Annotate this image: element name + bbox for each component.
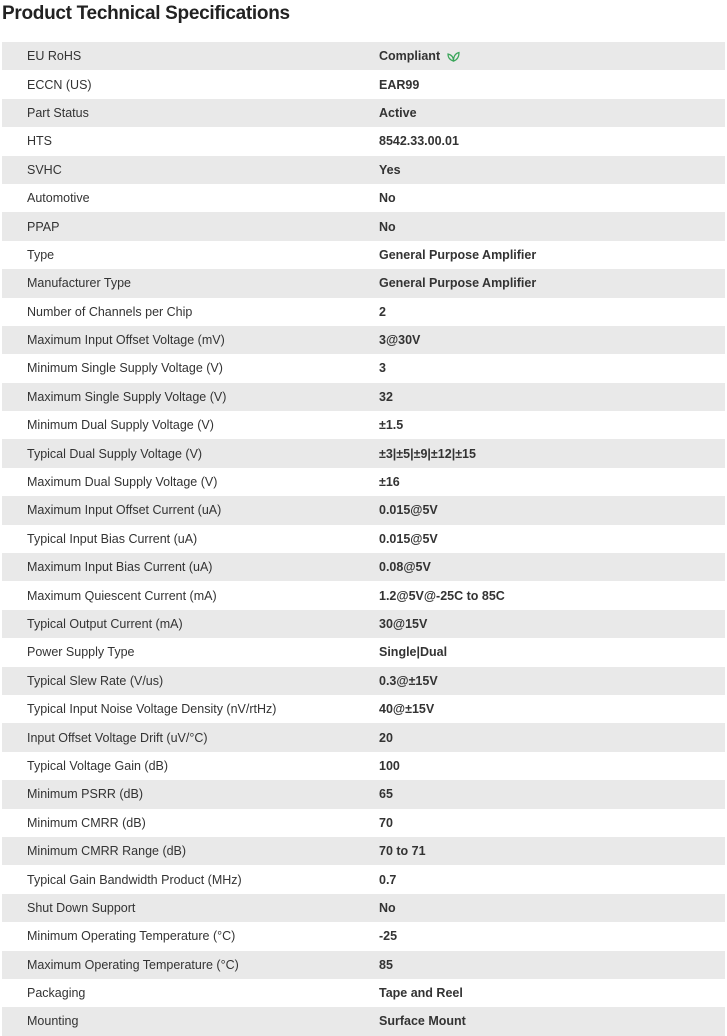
spec-value-text: 85 xyxy=(379,957,393,972)
spec-value-text: No xyxy=(379,900,396,915)
leaf-icon xyxy=(447,51,460,62)
spec-label: PPAP xyxy=(27,219,60,234)
spec-label: HTS xyxy=(27,134,52,149)
spec-value-text: Surface Mount xyxy=(379,1014,466,1029)
spec-row xyxy=(2,610,725,638)
spec-value xyxy=(379,305,386,319)
spec-value xyxy=(379,929,397,943)
spec-value-text: Yes xyxy=(379,162,401,177)
spec-value-text: 65 xyxy=(379,787,393,802)
spec-label: Maximum Quiescent Current (mA) xyxy=(27,588,217,603)
spec-value-text: Tape and Reel xyxy=(379,986,463,1001)
spec-row xyxy=(2,979,725,1007)
spec-row xyxy=(2,723,725,751)
spec-label: Minimum CMRR Range (dB) xyxy=(27,844,187,859)
spec-label: Maximum Input Offset Voltage (mV) xyxy=(27,333,225,348)
spec-value xyxy=(379,901,396,915)
spec-value-text: No xyxy=(379,191,396,206)
spec-value-text: 0.7 xyxy=(379,872,397,887)
spec-row xyxy=(2,809,725,837)
spec-value-text: Compliant xyxy=(379,49,441,64)
spec-label: SVHC xyxy=(27,162,62,177)
spec-row xyxy=(2,298,725,326)
spec-label: Typical Input Noise Voltage Density (nV/rtHz) xyxy=(27,702,277,717)
spec-value xyxy=(379,333,420,347)
spec-row xyxy=(2,70,725,98)
spec-row xyxy=(2,496,725,524)
spec-label: Typical Output Current (mA) xyxy=(27,617,183,631)
spec-value xyxy=(379,560,431,574)
spec-value xyxy=(379,49,460,63)
spec-value-text: 100 xyxy=(379,758,400,773)
page-title: Product Technical Specifications xyxy=(2,3,290,24)
spec-row xyxy=(2,525,725,553)
spec-value-text: 3@30V xyxy=(379,333,421,348)
spec-row xyxy=(2,667,725,695)
spec-value-text: 0.08@5V xyxy=(379,560,431,575)
spec-row xyxy=(2,212,725,240)
spec-row xyxy=(2,553,725,581)
spec-label: Maximum Single Supply Voltage (V) xyxy=(27,389,227,404)
spec-label: Minimum Operating Temperature (°C) xyxy=(27,929,236,944)
spec-value xyxy=(379,106,417,120)
spec-row xyxy=(2,780,725,808)
spec-value xyxy=(379,873,396,887)
spec-value xyxy=(379,731,393,745)
spec-label: Typical Voltage Gain (dB) xyxy=(27,758,169,773)
spec-row xyxy=(2,837,725,865)
spec-value xyxy=(379,447,476,461)
spec-row xyxy=(2,99,725,127)
spec-label: Mounting xyxy=(27,1014,79,1029)
spec-row xyxy=(2,752,725,780)
spec-value xyxy=(379,418,403,432)
spec-value-text: 20 xyxy=(379,730,393,745)
spec-value xyxy=(379,78,419,92)
spec-value-text: 2 xyxy=(379,304,386,319)
spec-value-text: EAR99 xyxy=(379,77,420,92)
spec-value-text: ±16 xyxy=(379,475,400,490)
spec-value-text: Single|Dual xyxy=(379,645,448,660)
spec-value xyxy=(379,674,438,688)
spec-row xyxy=(2,581,725,609)
spec-value-text: General Purpose Amplifier xyxy=(379,247,537,262)
spec-value xyxy=(379,1014,466,1028)
spec-row xyxy=(2,354,725,382)
spec-row xyxy=(2,383,725,411)
spec-row xyxy=(2,184,725,212)
spec-row xyxy=(2,411,725,439)
spec-value xyxy=(379,589,505,603)
spec-row xyxy=(2,241,725,269)
spec-value xyxy=(379,759,400,773)
spec-row xyxy=(2,439,725,467)
spec-value-text: 0.3@±15V xyxy=(379,673,438,688)
spec-value xyxy=(379,844,426,858)
spec-row xyxy=(2,42,725,70)
spec-label: Maximum Dual Supply Voltage (V) xyxy=(27,475,218,490)
spec-label: Minimum Dual Supply Voltage (V) xyxy=(27,418,214,433)
spec-label: Minimum PSRR (dB) xyxy=(27,787,143,802)
spec-row xyxy=(2,695,725,723)
spec-label: Manufacturer Type xyxy=(27,276,131,291)
spec-row xyxy=(2,951,725,979)
spec-value xyxy=(379,191,396,205)
spec-value xyxy=(379,134,459,148)
spec-label: Power Supply Type xyxy=(27,645,135,660)
spec-row xyxy=(2,638,725,666)
spec-value-text: -25 xyxy=(379,929,398,944)
spec-label: ECCN (US) xyxy=(27,77,92,92)
spec-value xyxy=(379,787,393,801)
spec-label: Type xyxy=(27,247,55,262)
spec-value xyxy=(379,958,393,972)
spec-value xyxy=(379,532,438,546)
spec-label: Minimum CMRR (dB) xyxy=(27,815,146,830)
spec-row xyxy=(2,127,725,155)
spec-value-text: 8542.33.00.01 xyxy=(379,134,459,149)
spec-value xyxy=(379,702,434,716)
spec-row xyxy=(2,326,725,354)
spec-label: Typical Gain Bandwidth Product (MHz) xyxy=(27,872,242,887)
spec-row xyxy=(2,269,725,297)
spec-value xyxy=(379,645,447,659)
spec-label: Maximum Input Offset Current (uA) xyxy=(27,503,222,518)
spec-value-text: 40@±15V xyxy=(379,702,435,717)
spec-value-text: 70 xyxy=(379,815,393,830)
spec-row xyxy=(2,865,725,893)
spec-label: EU RoHS xyxy=(27,49,82,64)
spec-label: Typical Slew Rate (V/us) xyxy=(27,673,164,688)
spec-table xyxy=(2,42,725,1036)
spec-value-text: ±1.5 xyxy=(379,418,404,433)
spec-value-text: 30@15V xyxy=(379,617,428,631)
spec-row xyxy=(2,468,725,496)
spec-value-text: Active xyxy=(379,105,417,120)
spec-value xyxy=(379,617,427,631)
spec-row xyxy=(2,1007,725,1035)
spec-value xyxy=(379,163,401,177)
spec-value xyxy=(379,475,400,489)
spec-row xyxy=(2,894,725,922)
spec-label: Typical Input Bias Current (uA) xyxy=(27,531,198,546)
spec-label: Minimum Single Supply Voltage (V) xyxy=(27,361,223,376)
spec-value xyxy=(379,248,536,262)
spec-value-text: No xyxy=(379,219,396,234)
spec-value xyxy=(379,986,463,1000)
spec-value xyxy=(379,220,396,234)
spec-label: Maximum Input Bias Current (uA) xyxy=(27,560,213,575)
spec-value xyxy=(379,276,536,290)
spec-label: Input Offset Voltage Drift (uV/°C) xyxy=(27,730,208,745)
spec-value-text: 0.015@5V xyxy=(379,531,438,546)
spec-value-text: General Purpose Amplifier xyxy=(379,276,537,291)
spec-value-text: 3 xyxy=(379,361,386,376)
spec-label: Typical Dual Supply Voltage (V) xyxy=(27,446,203,461)
spec-label: Part Status xyxy=(27,105,89,120)
spec-value xyxy=(379,816,393,830)
spec-value xyxy=(379,390,393,404)
spec-value-text: ±3|±5|±9|±12|±15 xyxy=(379,446,476,461)
spec-row xyxy=(2,922,725,950)
spec-label: Number of Channels per Chip xyxy=(27,304,193,319)
spec-value-text: 0.015@5V xyxy=(379,503,438,518)
spec-label: Shut Down Support xyxy=(27,900,136,915)
spec-value-text: 70 to 71 xyxy=(379,844,426,859)
spec-value-text: 1.2@5V@-25C to 85C xyxy=(379,588,505,603)
spec-value xyxy=(379,503,438,517)
spec-label: Maximum Operating Temperature (°C) xyxy=(27,957,239,972)
spec-value xyxy=(379,361,386,375)
spec-label: Automotive xyxy=(27,191,90,206)
spec-value-text: 32 xyxy=(379,389,393,404)
spec-label: Packaging xyxy=(27,986,86,1001)
spec-row xyxy=(2,156,725,184)
